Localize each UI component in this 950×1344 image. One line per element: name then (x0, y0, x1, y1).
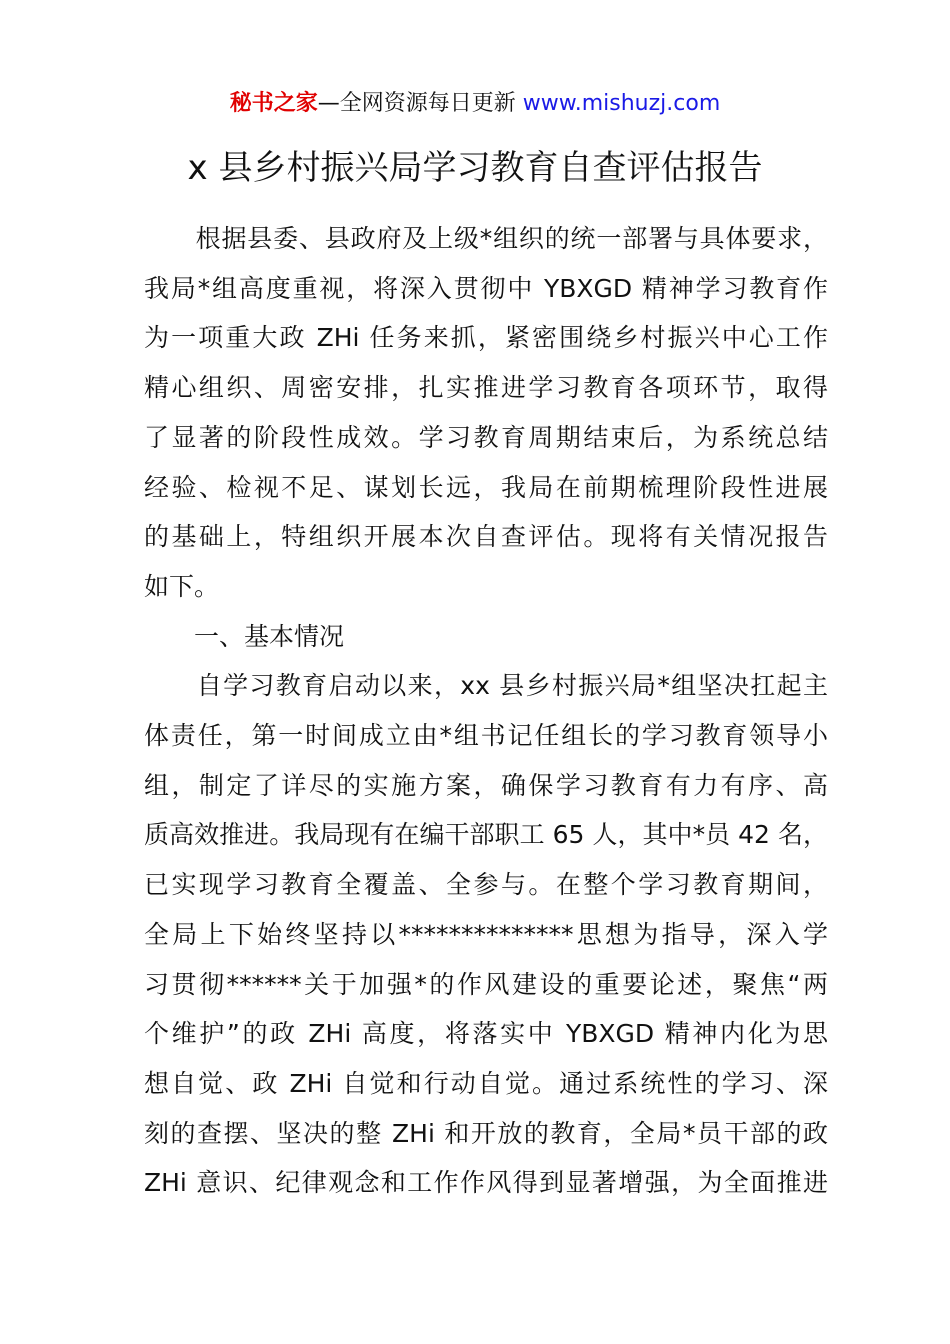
body-text-line: 如下。 (144, 572, 220, 601)
body-text-line: 习贯彻******关于加强*的作风建设的重要论述，聚焦“两 (144, 970, 828, 999)
brand-name: 秘书之家 (229, 91, 318, 116)
body-text-line: 自学习教育启动以来，xx 县乡村振兴局*组坚决扛起主 (144, 671, 828, 700)
body-text-line: 个维护”的政 ZHi 高度，将落实中 YBXGD 精神内化为思 (144, 1019, 828, 1048)
body-text-line: 已实现学习教育全覆盖、全参与。在整个学习教育期间， (144, 870, 828, 899)
body-text-line: 了显著的阶段性成效。学习教育周期结束后，为系统总结 (144, 423, 828, 452)
body-text-line: 我局*组高度重视，将深入贯彻中 YBXGD 精神学习教育作 (144, 274, 828, 303)
body-text-line: 刻的查摆、坚决的整 ZHi 和开放的教育，全局*员干部的政 (144, 1119, 828, 1148)
site-url-link[interactable]: www.mishuzj.com (522, 91, 721, 116)
body-text-line: 体责任，第一时间成立由*组书记任组长的学习教育领导小 (144, 721, 828, 750)
body-text-line: 组，制定了详尽的实施方案，确保学习教育有力有序、高 (144, 771, 828, 800)
document-title: x 县乡村振兴局学习教育自查评估报告 (187, 148, 763, 188)
body-text-line: 根据县委、县政府及上级*组织的统一部署与具体要求， (144, 224, 828, 253)
site-header (0, 88, 950, 120)
body-text-line: 想自觉、政 ZHi 自觉和行动自觉。通过系统性的学习、深 (144, 1069, 828, 1098)
header-tagline: —全网资源每日更新 (317, 91, 523, 116)
body-text-line: 精心组织、周密安排，扎实推进学习教育各项环节，取得 (144, 373, 828, 402)
body-text-line: 一、基本情况 (144, 622, 345, 651)
body-text-line: 全局上下始终坚持以**************思想为指导，深入学 (144, 920, 828, 949)
body-text-line: 质高效推进。我局现有在编干部职工 65 人，其中*员 42 名， (144, 820, 828, 849)
body-text-line: 为一项重大政 ZHi 任务来抓，紧密围绕乡村振兴中心工作 (144, 323, 828, 352)
body-text-line: 的基础上，特组织开展本次自查评估。现将有关情况报告 (144, 522, 828, 551)
body-text-line: 经验、检视不足、谋划长远，我局在前期梳理阶段性进展 (144, 473, 828, 502)
body-text-line: ZHi 意识、纪律观念和工作作风得到显著增强，为全面推进 (144, 1168, 828, 1197)
